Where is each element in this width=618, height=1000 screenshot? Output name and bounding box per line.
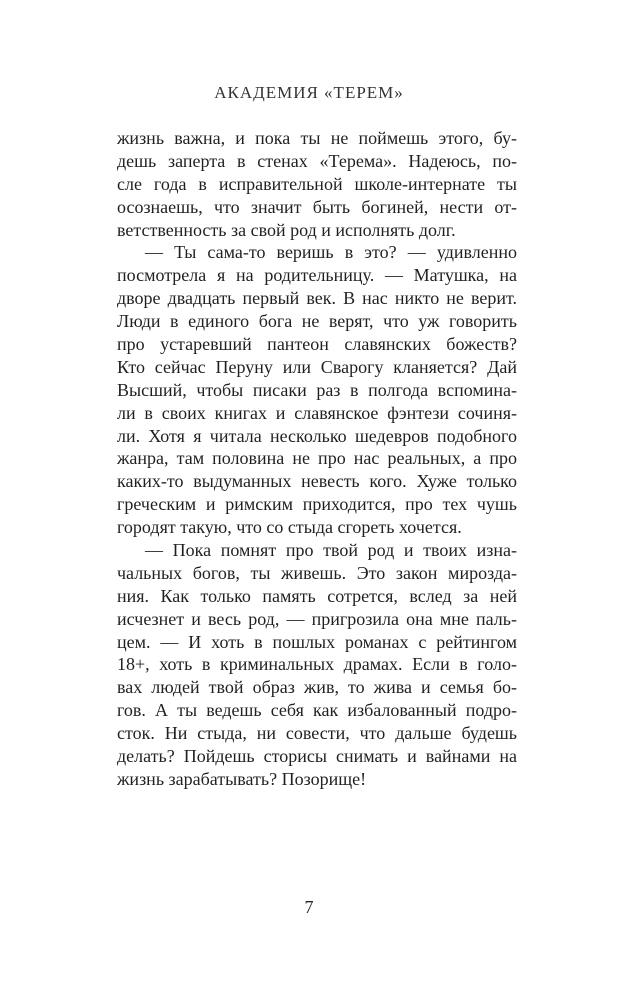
text-line: 18+, хоть в криминальных драмах. Если в голо- <box>117 654 517 675</box>
text-line: чальных богов, ты живешь. Это закон мирозда- <box>117 562 517 583</box>
text-line: вах людей твой образ жив, то жива и семья бо- <box>117 677 517 698</box>
text-line: ли в своих книгах и славянское фэнтези сочиня- <box>117 402 517 423</box>
text-line: жанра, там половина не про нас реальных, а про <box>117 448 517 469</box>
text-line: Кто сейчас Перуну или Сварогу кланяется? Дай <box>117 356 517 377</box>
text-line: Люди в единого бога не верят, что уж говорить <box>117 311 517 332</box>
text-line: дворе двадцать первый век. В нас никто не верит. <box>117 288 517 309</box>
text-line: каких-то выдуманных невесть кого. Хуже только <box>117 471 517 492</box>
text-line: делать? Пойдешь сторисы снимать и вайнами на <box>117 746 517 767</box>
text-line: греческим и римским приходится, про тех чушь <box>117 494 517 515</box>
text-line: жизнь важна, и пока ты не поймешь этого, бу- <box>117 128 517 148</box>
text-line: — Ты сама-то веришь в это? — удивленно <box>145 242 517 263</box>
body-text <box>117 127 517 791</box>
text-line: сток. Ни стыда, ни совести, что дальше будешь <box>117 723 517 744</box>
text-line: исчезнет и весь род, — пригрозила она мне паль- <box>117 608 517 629</box>
page-number: 7 <box>304 897 314 917</box>
text-line: осознаешь, что значит быть богиней, нести от- <box>117 196 517 217</box>
running-header: АКАДЕМИЯ «ТЕРЕМ» <box>214 83 404 102</box>
text-line: посмотрела я на родительницу. — Матушка, на <box>117 265 517 286</box>
text-line: — Пока помнят про твой род и твоих изна- <box>145 540 517 561</box>
text-line: ветственность за свой род и исполнять долг. <box>117 219 456 240</box>
text-line: Высший, чтобы писаки раз в полгода вспомина- <box>117 379 517 400</box>
text-line: дешь заперта в стенах «Терема». Надеюсь, по- <box>117 150 517 171</box>
text-line: цем. — И хоть в пошлых романах с рейтингом <box>117 631 517 652</box>
text-line: ния. Как только память сотрется, вслед за ней <box>117 585 517 606</box>
text-line: про устаревший пантеон славянских божеств? <box>117 334 517 355</box>
text-line: ли. Хотя я читала несколько шедевров подобного <box>117 425 517 446</box>
text-line: жизнь зарабатывать? Позорище! <box>117 768 367 789</box>
text-line: городят такую, что со стыда сгореть хочется. <box>117 517 462 538</box>
text-line: сле года в исправительной школе-интернате ты <box>117 173 517 194</box>
text-line: гов. А ты ведешь себя как избалованный подро- <box>117 700 517 721</box>
